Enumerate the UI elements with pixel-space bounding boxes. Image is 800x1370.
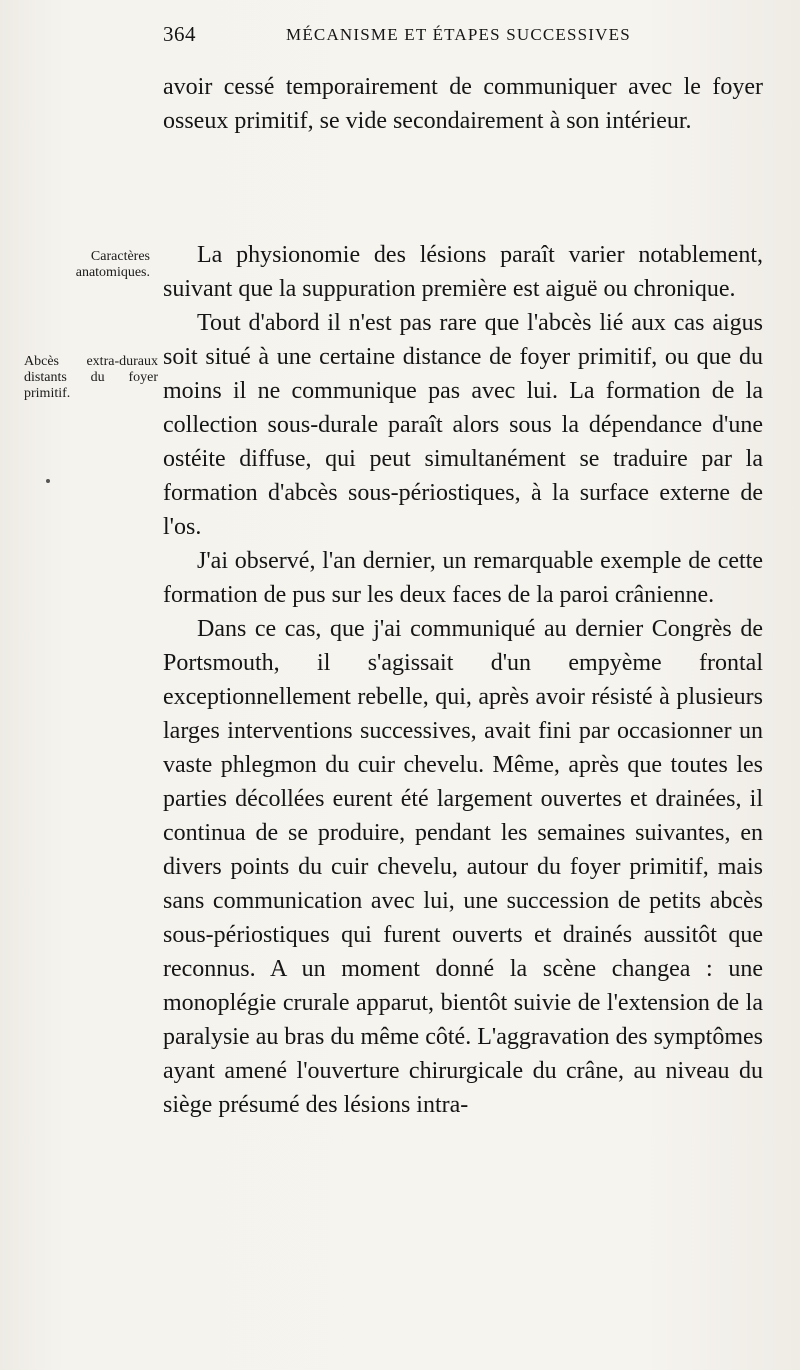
paragraph-physionomie: La physionomie des lésions paraît varier notablement, suivant que la suppuration première est aiguë ou chronique. [163, 242, 763, 302]
page-header [163, 22, 763, 54]
text-block-main [163, 238, 763, 1122]
text-block-top [163, 70, 763, 138]
paragraph-continuation: avoir cessé temporairement de communiquer avec le foyer osseux primitif, se vide secondairement à son intérieur. [163, 74, 763, 134]
ink-fleck [46, 479, 50, 483]
page-number: 364 [163, 22, 196, 46]
margin-note-abces: Abcès extra-duraux distants du foyer primitif. [24, 354, 158, 401]
running-title: MÉCANISME ET ÉTAPES SUCCESSIVES [286, 25, 631, 44]
margin-note-caracteres: Caractères anatomiques. [75, 249, 150, 280]
paragraph-tout-dabord: Tout d'abord il n'est pas rare que l'abcès lié aux cas aigus soit situé à une certaine distance de foyer primitif, ou que du moins il ne communique pas avec lui. La formation de la collection sous-durale paraît alors sous la dépendance d'une ostéite diffuse, qui peut simultanément se traduire par la formation d'abcès sous-périostiques, à la surface externe de l'os. [163, 310, 763, 540]
paragraph-dans-ce-cas: Dans ce cas, que j'ai communiqué au dernier Congrès de Portsmouth, il s'agissait d'un empyème frontal exceptionnellement rebelle, qui, après avoir résisté à plusieurs larges interventions successives, avait fini par occasionner un vaste phlegmon du cuir chevelu. Même, après que toutes les parties décollées eurent été largement ouvertes et drainées, il continua de se produire, pendant les semaines suivantes, en divers points du cuir chevelu, autour du foyer primitif, mais sans communication avec lui, une succession de petits abcès sous-périostiques qui furent ouverts et drainés aussitôt que reconnus. A un moment donné la scène changea : une monoplégie crurale apparut, bientôt suivie de l'extension de la paralysie au bras du même côté. L'aggravation des symptômes ayant amené l'ouverture chirurgicale du crâne, au niveau du siège présumé des lésions intra- [163, 616, 763, 1118]
paragraph-jai-observe: J'ai observé, l'an dernier, un remarquable exemple de cette formation de pus sur les deux faces de la paroi crânienne. [163, 548, 763, 608]
